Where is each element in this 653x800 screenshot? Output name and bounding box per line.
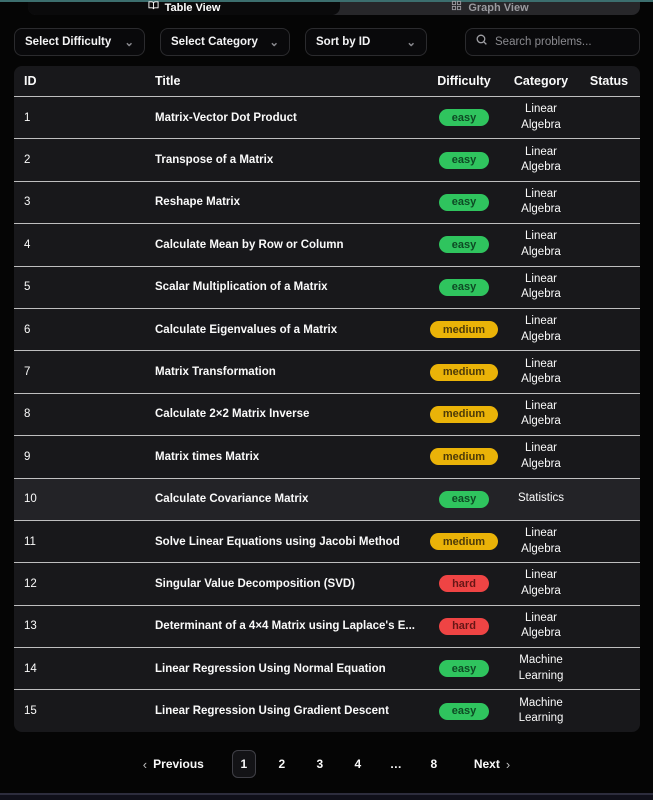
col-header-id: ID [24,74,37,88]
problems-table [14,66,640,732]
page-buttons [232,750,446,778]
problem-title[interactable]: Calculate 2×2 Matrix Inverse [155,408,310,421]
previous-page-button[interactable] [143,757,218,772]
pagination [0,748,653,780]
next-page-button[interactable] [460,757,510,772]
problem-title[interactable]: Determinant of a 4×4 Matrix using Laplace's E... [155,620,415,633]
problem-title[interactable]: Linear Regression Using Gradient Descent [155,705,389,718]
problem-id: 2 [24,154,31,167]
difficulty-badge: easy [439,279,489,296]
difficulty-badge: easy [439,703,489,720]
problem-category: Linear Algebra [521,611,561,640]
problem-id: 15 [24,705,37,718]
problem-id: 3 [24,196,31,209]
problem-id: 7 [24,366,31,379]
problem-id: 13 [24,620,37,633]
view-tabbar [28,2,640,15]
problem-title[interactable]: Reshape Matrix [155,196,241,209]
page-button-3[interactable]: 3 [316,757,324,771]
difficulty-badge: medium [430,364,498,381]
difficulty-badge: hard [439,618,489,635]
problem-title[interactable]: Singular Value Decomposition (SVD) [155,577,356,590]
problem-category: Linear Algebra [521,315,561,343]
table-row[interactable] [14,393,640,435]
problem-id: 12 [24,577,37,590]
page-button-4[interactable]: 4 [354,757,362,771]
difficulty-badge: medium [430,533,498,550]
table-row[interactable] [14,689,640,731]
problem-id: 8 [24,408,31,421]
col-header-category: Category [513,73,569,88]
problem-id: 11 [24,535,36,548]
problem-category: Linear Algebra [521,442,561,470]
table-row[interactable] [14,562,640,604]
table-row[interactable] [14,266,640,308]
problem-id: 5 [24,281,31,294]
difficulty-dropdown-label: Select Difficulty [25,36,112,48]
chevron-down-icon: ⌄ [406,37,416,49]
problem-category: Linear Algebra [521,230,561,258]
book-open-icon [148,0,159,14]
tab-table-view-label: Table View [164,2,221,14]
col-header-status: Status [589,74,629,88]
chevron-down-icon: ⌄ [269,37,279,49]
difficulty-badge: easy [439,152,489,169]
filter-bar [14,28,427,56]
table-row[interactable] [14,181,640,223]
col-header-title: Title [155,74,181,88]
problem-title[interactable]: Solve Linear Equations using Jacobi Method [155,535,400,548]
table-row[interactable] [14,478,640,520]
difficulty-badge: easy [439,236,489,253]
problem-category: Linear Algebra [521,272,561,301]
table-row[interactable] [14,435,640,477]
problem-title[interactable]: Matrix-Vector Dot Product [155,111,297,124]
difficulty-badge: easy [439,194,489,211]
page-button-8[interactable]: 8 [430,757,438,771]
search-input[interactable] [495,36,630,48]
bottom-section-edge [0,793,653,800]
problem-id: 9 [24,450,31,463]
problem-title[interactable]: Calculate Eigenvalues of a Matrix [155,323,338,336]
problem-category: Linear Algebra [521,399,561,428]
difficulty-badge: medium [430,406,498,423]
tab-table-view[interactable] [28,2,340,15]
problem-title[interactable]: Linear Regression Using Normal Equation [155,662,386,675]
table-row[interactable] [14,350,640,392]
problem-title[interactable]: Calculate Mean by Row or Column [155,238,344,251]
search-box[interactable] [465,28,640,56]
problem-category: Statistics [517,492,564,505]
problem-category: Machine Learning [518,654,564,682]
difficulty-badge: medium [430,321,498,338]
category-dropdown-label: Select Category [171,36,258,48]
next-label: Next [473,757,500,771]
previous-label: Previous [153,757,204,771]
grid-icon [451,0,462,14]
table-row[interactable] [14,520,640,562]
sort-dropdown-label: Sort by ID [316,36,371,48]
problem-category: Linear Algebra [521,103,561,131]
chevron-down-icon: ⌄ [124,37,134,49]
problem-category: Machine Learning [518,696,564,725]
problem-id: 1 [24,111,31,124]
page-button-2[interactable]: 2 [278,757,286,771]
tab-graph-view[interactable] [340,2,640,15]
col-header-difficulty: Difficulty [437,74,491,88]
table-row[interactable] [14,96,640,138]
table-row[interactable] [14,308,640,350]
category-dropdown[interactable] [160,28,290,56]
problem-category: Linear Algebra [521,357,561,386]
problem-title[interactable]: Calculate Covariance Matrix [155,493,309,506]
search-icon [475,33,488,51]
table-row[interactable] [14,647,640,689]
problem-id: 10 [24,493,37,506]
table-body [14,96,640,732]
problem-title[interactable]: Scalar Multiplication of a Matrix [155,281,328,294]
table-row[interactable] [14,138,640,180]
table-row[interactable] [14,223,640,265]
sort-dropdown[interactable] [305,28,427,56]
problem-title[interactable]: Matrix times Matrix [155,450,260,463]
problem-id: 14 [24,662,37,675]
chevron-right-icon: › [505,756,511,772]
problem-category: Linear Algebra [521,187,561,216]
page-ellipsis: … [389,757,402,771]
tab-graph-view-label: Graph View [468,2,529,14]
table-row[interactable] [14,605,640,647]
difficulty-badge: easy [439,109,489,126]
difficulty-badge: easy [439,491,489,508]
table-header-row [14,66,640,96]
chevron-left-icon: ‹ [142,756,148,772]
page-button-1[interactable]: 1 [232,750,256,778]
problem-title[interactable]: Matrix Transformation [155,366,276,379]
problem-id: 6 [24,323,31,336]
difficulty-badge: easy [439,660,489,677]
problem-category: Linear Algebra [521,569,561,597]
difficulty-dropdown[interactable] [14,28,145,56]
difficulty-badge: hard [439,575,489,592]
difficulty-badge: medium [430,448,498,465]
problem-category: Linear Algebra [521,527,561,555]
problem-title[interactable]: Transpose of a Matrix [155,154,274,167]
problem-id: 4 [24,238,31,251]
problem-category: Linear Algebra [521,145,561,174]
